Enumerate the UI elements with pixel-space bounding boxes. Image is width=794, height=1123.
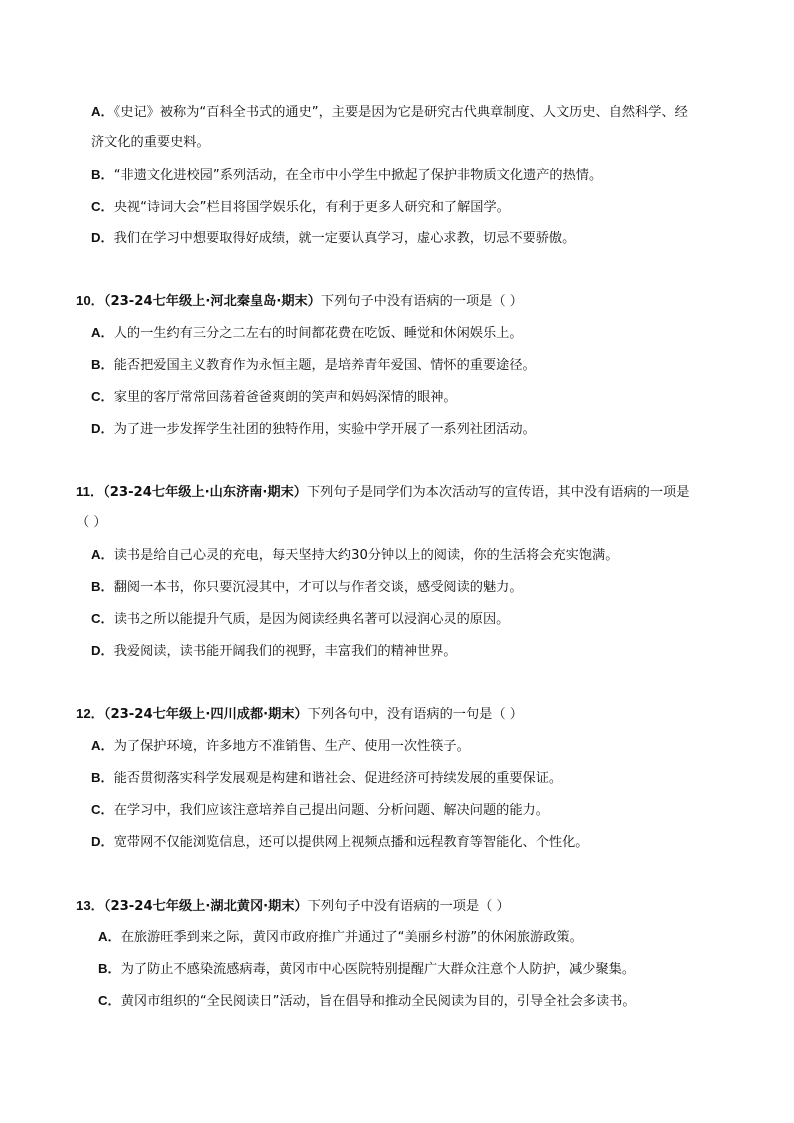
option-text: 我们在学习中想要取得好成绩，就一定要认真学习，虚心求教，切忌不要骄傲。 xyxy=(113,231,576,246)
q10-option-c xyxy=(91,388,457,407)
q11-option-a xyxy=(91,546,618,565)
q12-option-c xyxy=(91,801,549,820)
option-c xyxy=(91,198,510,217)
option-text: 能否贯彻落实科学发展观是构建和谐社会、促进经济可持续发展的重要保证。 xyxy=(113,771,563,786)
question-13-stem xyxy=(76,897,510,916)
option-label: C． xyxy=(91,199,114,214)
question-stem: 下列句子是同学们为本次活动写的宣传语，其中没有语病的一项是 xyxy=(307,485,690,500)
option-text: 央视“诗词大会”栏目将国学娱乐化，有利于更多人研究和了解国学。 xyxy=(113,200,510,215)
option-label: C． xyxy=(91,389,114,404)
q11-option-d xyxy=(91,642,457,661)
option-text: 为了防止不感染流感病毒，黄冈市中心医院特别提醒广大群众注意个人防护，减少聚集。 xyxy=(120,962,636,977)
option-label: B． xyxy=(91,357,114,372)
question-10-stem xyxy=(76,292,523,311)
option-text: 翻阅一本书，你只要沉浸其中，才可以与作者交谈，感受阅读的魅力。 xyxy=(113,580,523,595)
q11-option-c xyxy=(91,610,509,629)
question-11-stem-continued xyxy=(76,514,107,532)
option-text: 宽带网不仅能浏览信息，还可以提供网上视频点播和远程教育等智能化、个性化。 xyxy=(113,835,589,850)
option-label: C． xyxy=(98,993,121,1008)
q12-option-b xyxy=(91,769,562,788)
option-text: 在学习中，我们应该注意培养自己提出问题、分析问题、解决问题的能力。 xyxy=(113,803,549,818)
question-11-stem xyxy=(76,483,689,502)
question-12-stem xyxy=(76,705,523,724)
option-a xyxy=(91,103,688,122)
question-source: （23-24七年级上·四川成都·期末） xyxy=(103,707,308,722)
option-label: C． xyxy=(91,611,114,626)
question-stem: 下列各句中，没有语病的一句是（ ） xyxy=(307,707,523,722)
option-text: 黄冈市组织的“全民阅读日”活动，旨在倡导和推动全民阅读为目的，引导全社会多读书。 xyxy=(120,994,636,1009)
question-number: 10． xyxy=(76,293,104,308)
option-text: 读书之所以能提升气质，是因为阅读经典名著可以浸润心灵的原因。 xyxy=(113,612,510,627)
option-label: B． xyxy=(91,579,114,594)
option-text: 《史记》被称为“百科全书式的通史”，主要是因为它是研究古代典章制度、人文历史、自然科学、经 xyxy=(113,105,688,120)
q13-option-a xyxy=(98,928,583,947)
option-label: A． xyxy=(91,325,114,340)
q12-option-a xyxy=(91,737,470,756)
option-text: “非遗文化进校园”系列活动，在全市中小学生中掀起了保护非物质文化遗产的热情。 xyxy=(113,168,603,183)
option-label: D． xyxy=(91,643,114,658)
q10-option-d xyxy=(91,420,536,439)
option-label: A． xyxy=(91,738,114,753)
option-label: A． xyxy=(98,929,121,944)
option-d xyxy=(91,229,575,248)
option-a-continued xyxy=(91,134,210,152)
option-text: 我爱阅读，读书能开阔我们的视野，丰富我们的精神世界。 xyxy=(113,644,457,659)
option-b xyxy=(91,166,602,185)
option-label: A． xyxy=(91,547,114,562)
option-label: D． xyxy=(91,834,114,849)
question-stem: 下列句子中没有语病的一项是（ ） xyxy=(307,899,510,914)
option-text: 能否把爱国主义教育作为永恒主题，是培养青年爱国、情怀的重要途径。 xyxy=(113,358,536,373)
option-label: D． xyxy=(91,230,114,245)
option-label: B． xyxy=(91,770,114,785)
option-text: 在旅游旺季到来之际，黄冈市政府推广并通过了“美丽乡村游”的休闲旅游政策。 xyxy=(120,930,583,945)
option-label: D． xyxy=(91,421,114,436)
option-text: 人的一生约有三分之二左右的时间都花费在吃饭、睡觉和休闲娱乐上。 xyxy=(113,326,523,341)
question-stem: 下列句子中没有语病的一项是（ ） xyxy=(320,294,523,309)
q10-option-b xyxy=(91,356,536,375)
option-text: 为了进一步发挥学生社团的独特作用，实验中学开展了一系列社团活动。 xyxy=(113,422,536,437)
option-text: 家里的客厅常常回荡着爸爸爽朗的笑声和妈妈深情的眼神。 xyxy=(113,390,457,405)
q12-option-d xyxy=(91,833,588,852)
q10-option-a xyxy=(91,324,523,343)
option-label: B． xyxy=(91,167,114,182)
q11-option-b xyxy=(91,578,523,597)
q13-option-b xyxy=(98,960,635,979)
question-number: 11． xyxy=(76,484,104,499)
option-label: B． xyxy=(98,961,121,976)
option-label: A． xyxy=(91,104,114,119)
option-text: 为了保护环境，许多地方不准销售、生产、使用一次性筷子。 xyxy=(113,739,470,754)
question-source: （23-24七年级上·湖北黄冈·期末） xyxy=(103,899,308,914)
option-text: 读书是给自己心灵的充电，每天坚持大约30分钟以上的阅读，你的生活将会充实饱满。 xyxy=(113,548,619,563)
question-number: 12． xyxy=(76,706,104,721)
q13-option-c xyxy=(98,992,636,1011)
option-label: C． xyxy=(91,802,114,817)
option-text: 济文化的重要史料。 xyxy=(91,135,210,150)
question-stem: （ ） xyxy=(76,515,107,530)
question-source: （23-24七年级上·山东济南·期末） xyxy=(103,485,307,500)
question-source: （23-24七年级上·河北秦皇岛·期末） xyxy=(103,294,321,309)
question-number: 13． xyxy=(76,898,104,913)
